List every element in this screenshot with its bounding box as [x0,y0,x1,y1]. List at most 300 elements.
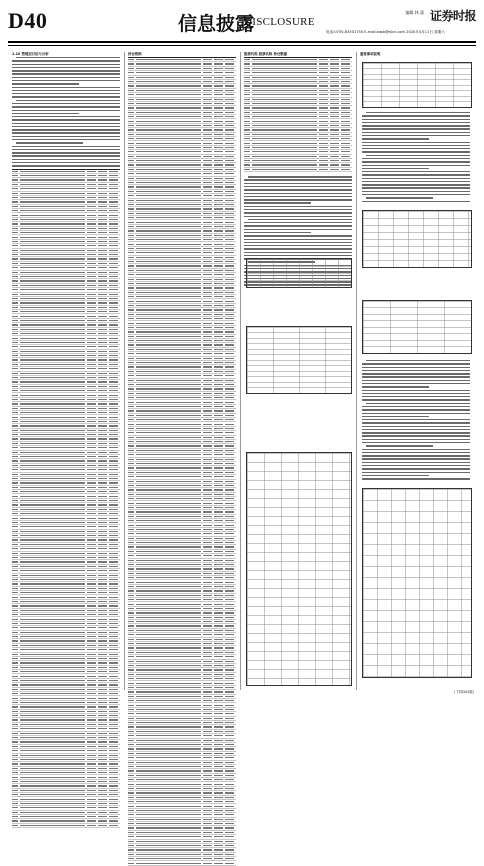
table-cell [214,261,223,262]
table-cell [20,619,85,620]
table-cell [87,706,96,707]
table-cell [109,597,118,598]
table-cell [128,450,134,451]
table-cell [214,590,223,591]
table-cell [109,535,118,536]
table-cell [203,116,212,117]
table-cell [87,373,96,374]
table-cell [87,206,96,207]
table-cell [128,656,134,657]
table-cell [12,258,18,259]
table-cell [330,112,339,113]
table-cell [214,151,223,152]
table-cell [203,806,212,807]
table-cell [128,568,134,569]
table-cell [225,551,234,552]
table-cell [109,491,118,492]
table-cell [319,94,328,95]
table-cell [12,570,18,571]
table-cell [87,605,96,606]
text-line [362,376,470,377]
table-cell [136,200,201,201]
table-cell [12,627,18,628]
text-line [244,245,352,246]
table-cell [214,731,223,732]
table-cell [128,147,134,148]
table-cell [136,147,201,148]
table-cell [341,169,350,170]
table-cell [20,781,85,782]
table-cell [244,107,250,108]
text-line [362,419,470,420]
text-line [12,136,120,137]
table-cell [12,750,18,751]
table-cell [203,792,212,793]
text-line [12,123,120,124]
table-cell [214,516,223,517]
table-cell [128,713,134,714]
table-cell [214,485,223,486]
table-cell [203,678,212,679]
table-cell [128,669,134,670]
table-cell [128,239,134,240]
table-cell [225,691,234,692]
table-cell [12,452,18,453]
table-cell [203,103,212,104]
table-cell [109,662,118,663]
table-cell [87,289,96,290]
table-cell [98,245,107,246]
table-cell [136,836,201,837]
table-cell [109,329,118,330]
table-cell [109,263,118,264]
table-cell [98,456,107,457]
table-cell [214,305,223,306]
table-cell [98,443,107,444]
table-cell [341,68,350,69]
table-cell [128,191,134,192]
table-cell [12,188,18,189]
table-cell [225,195,234,196]
table-cell [214,718,223,719]
table-cell [214,551,223,552]
table-cell [12,324,18,325]
table-cell [136,669,201,670]
text-line [12,152,120,153]
table-cell [136,481,201,482]
table-cell [20,759,85,760]
table-cell [203,814,212,815]
table-cell [225,590,234,591]
table-cell [136,353,201,354]
table-cell [98,605,107,606]
table-cell [12,263,18,264]
table-cell [20,395,85,396]
table-cell [109,474,118,475]
table-cell [109,820,118,821]
table-cell [98,267,107,268]
table-cell [214,806,223,807]
table-cell [214,845,223,846]
table-cell [20,645,85,646]
table-cell [98,706,107,707]
table-cell [12,623,18,624]
table-cell [20,711,85,712]
table-cell [12,772,18,773]
table-cell [136,437,201,438]
text-line [244,202,311,203]
table-cell [244,151,250,152]
table-cell [109,215,118,216]
table-cell [203,393,212,394]
table-cell [98,258,107,259]
table-cell [203,555,212,556]
text-line [362,165,470,166]
table-cell [98,676,107,677]
table-cell [20,737,85,738]
text-line [12,159,120,160]
table-cell [225,674,234,675]
table-cell [214,735,223,736]
table-cell [87,741,96,742]
table-cell [136,573,201,574]
table-cell [87,491,96,492]
table-cell [203,779,212,780]
table-cell [87,513,96,514]
table-cell [203,612,212,613]
table-cell [136,560,201,561]
table-cell [225,292,234,293]
table-cell [225,792,234,793]
table-cell [20,201,85,202]
table-cell [128,178,134,179]
table-cell [225,222,234,223]
table-cell [203,722,212,723]
table-cell [214,713,223,714]
table-cell [98,307,107,308]
table-cell [252,169,317,170]
table-cell [225,314,234,315]
table-cell [87,799,96,800]
table-cell [341,129,350,130]
table-cell [12,768,18,769]
table-cell [136,617,201,618]
text-line [12,162,120,163]
table-cell [109,333,118,334]
table-cell [136,419,201,420]
table-cell [87,228,96,229]
text-line [362,465,470,466]
table-cell [87,737,96,738]
table-cell [12,667,18,668]
table-cell [98,237,107,238]
table-cell [109,237,118,238]
table-cell [225,138,234,139]
table-cell [136,257,201,258]
table-cell [225,630,234,631]
table-cell [225,450,234,451]
table-cell [87,276,96,277]
table-cell [98,579,107,580]
table-cell [136,191,201,192]
table-cell [87,285,96,286]
table-cell [214,160,223,161]
column-3-fund-table [246,326,352,394]
table-cell [109,803,118,804]
table-cell [136,428,201,429]
table-cell [109,719,118,720]
table-cell [203,726,212,727]
table-cell [98,302,107,303]
table-cell [128,252,134,253]
table-cell [109,184,118,185]
table-cell [128,863,134,864]
table-cell [252,99,317,100]
table-cell [87,316,96,317]
table-cell [136,94,201,95]
table-cell [87,667,96,668]
table-cell [128,797,134,798]
table-cell [128,402,134,403]
table-cell [98,228,107,229]
table-cell [225,669,234,670]
table-cell [20,777,85,778]
table-cell [136,85,201,86]
table-cell [136,604,201,605]
table-cell [12,781,18,782]
table-cell [12,254,18,255]
table-cell [12,417,18,418]
table-cell [136,178,201,179]
text-line [244,242,352,243]
table-cell [12,597,18,598]
table-cell [20,478,85,479]
table-cell [128,827,134,828]
table-cell [87,772,96,773]
table-cell [87,561,96,562]
table-cell [98,364,107,365]
table-cell [214,59,223,60]
table-cell [319,116,328,117]
table-cell [20,179,85,180]
table-cell [109,452,118,453]
table-cell [109,619,118,620]
table-cell [214,740,223,741]
table-cell [12,368,18,369]
table-cell [109,763,118,764]
table-cell [203,634,212,635]
table-cell [225,230,234,231]
table-cell [128,551,134,552]
table-cell [341,160,350,161]
table-cell [20,785,85,786]
table-cell [128,560,134,561]
table-cell [98,636,107,637]
table-cell [203,323,212,324]
table-cell [12,421,18,422]
table-cell [225,841,234,842]
table-cell [214,498,223,499]
table-cell [214,437,223,438]
table-cell [20,294,85,295]
text-line [362,432,470,433]
table-cell [225,169,234,170]
table-cell [252,116,317,117]
table-cell [330,116,339,117]
table-cell [12,482,18,483]
table-cell [87,215,96,216]
table-cell [128,138,134,139]
table-cell [203,498,212,499]
table-cell [109,658,118,659]
table-cell [128,608,134,609]
table-cell [136,608,201,609]
table-cell [136,595,201,596]
table-cell [20,592,85,593]
masthead [8,8,476,38]
table-cell [128,248,134,249]
table-cell [109,206,118,207]
table-cell [214,428,223,429]
table-cell [244,138,250,139]
table-cell [98,570,107,571]
table-cell [20,509,85,510]
table-cell [87,763,96,764]
masthead-rule [8,41,476,43]
table-cell [203,463,212,464]
table-cell [87,825,96,826]
table-cell [128,151,134,152]
table-cell [128,160,134,161]
table-cell [136,287,201,288]
table-cell [20,377,85,378]
table-cell [136,415,201,416]
table-cell [214,647,223,648]
text-line [12,139,120,140]
table-cell [109,759,118,760]
table-cell [20,557,85,558]
table-cell [87,588,96,589]
table-cell [136,72,201,73]
text-line [362,452,470,453]
table-cell [225,419,234,420]
table-cell [203,858,212,859]
table-cell [214,406,223,407]
table-cell [214,125,223,126]
table-cell [136,770,201,771]
text-line [366,197,433,198]
column-1-text [12,57,120,167]
table-cell [87,188,96,189]
text-line [12,110,120,111]
table-cell [109,570,118,571]
table-cell [203,366,212,367]
table-cell [128,595,134,596]
table-cell [128,481,134,482]
table-cell [20,522,85,523]
table-cell [214,265,223,266]
table-cell [87,812,96,813]
table-cell [203,472,212,473]
table-cell [341,59,350,60]
table-cell [136,472,201,473]
table-cell [87,496,96,497]
table-cell [214,94,223,95]
table-cell [109,316,118,317]
table-cell [203,621,212,622]
table-cell [20,368,85,369]
table-cell [109,219,118,220]
table-cell [203,604,212,605]
table-cell [87,258,96,259]
table-cell [225,608,234,609]
table-cell [128,801,134,802]
table-cell [136,393,201,394]
table-cell [225,806,234,807]
table-cell [225,186,234,187]
text-line [362,416,429,417]
text-line [12,126,120,127]
table-cell [341,121,350,122]
table-cell [203,424,212,425]
table-cell [128,766,134,767]
table-cell [128,639,134,640]
table-cell [341,138,350,139]
text-line [12,93,120,94]
table-cell [203,314,212,315]
table-cell [109,395,118,396]
table-cell [203,200,212,201]
table-cell [12,706,18,707]
table-cell [128,406,134,407]
table-cell [128,525,134,526]
table-cell [109,553,118,554]
table-cell [20,772,85,773]
table-cell [20,623,85,624]
text-line [362,429,470,430]
table-cell [20,320,85,321]
table-cell [128,186,134,187]
table-cell [225,309,234,310]
table-cell [87,504,96,505]
table-cell [109,179,118,180]
table-cell [136,687,201,688]
column-4-text-b [362,360,470,481]
table-cell [20,329,85,330]
text-line [362,135,470,136]
table-cell [98,434,107,435]
table-cell [98,566,107,567]
table-cell [109,698,118,699]
table-cell [20,482,85,483]
table-cell [136,705,201,706]
table-cell [128,788,134,789]
table-cell [87,272,96,273]
table-cell [225,265,234,266]
table-cell [87,719,96,720]
column-4 [360,52,472,57]
table-cell [12,746,18,747]
table-cell [87,566,96,567]
table-cell [252,112,317,113]
table-cell [128,129,134,130]
table-cell [128,467,134,468]
table-cell [20,662,85,663]
table-cell [136,744,201,745]
table-cell [136,445,201,446]
table-cell [136,735,201,736]
table-cell [109,298,118,299]
